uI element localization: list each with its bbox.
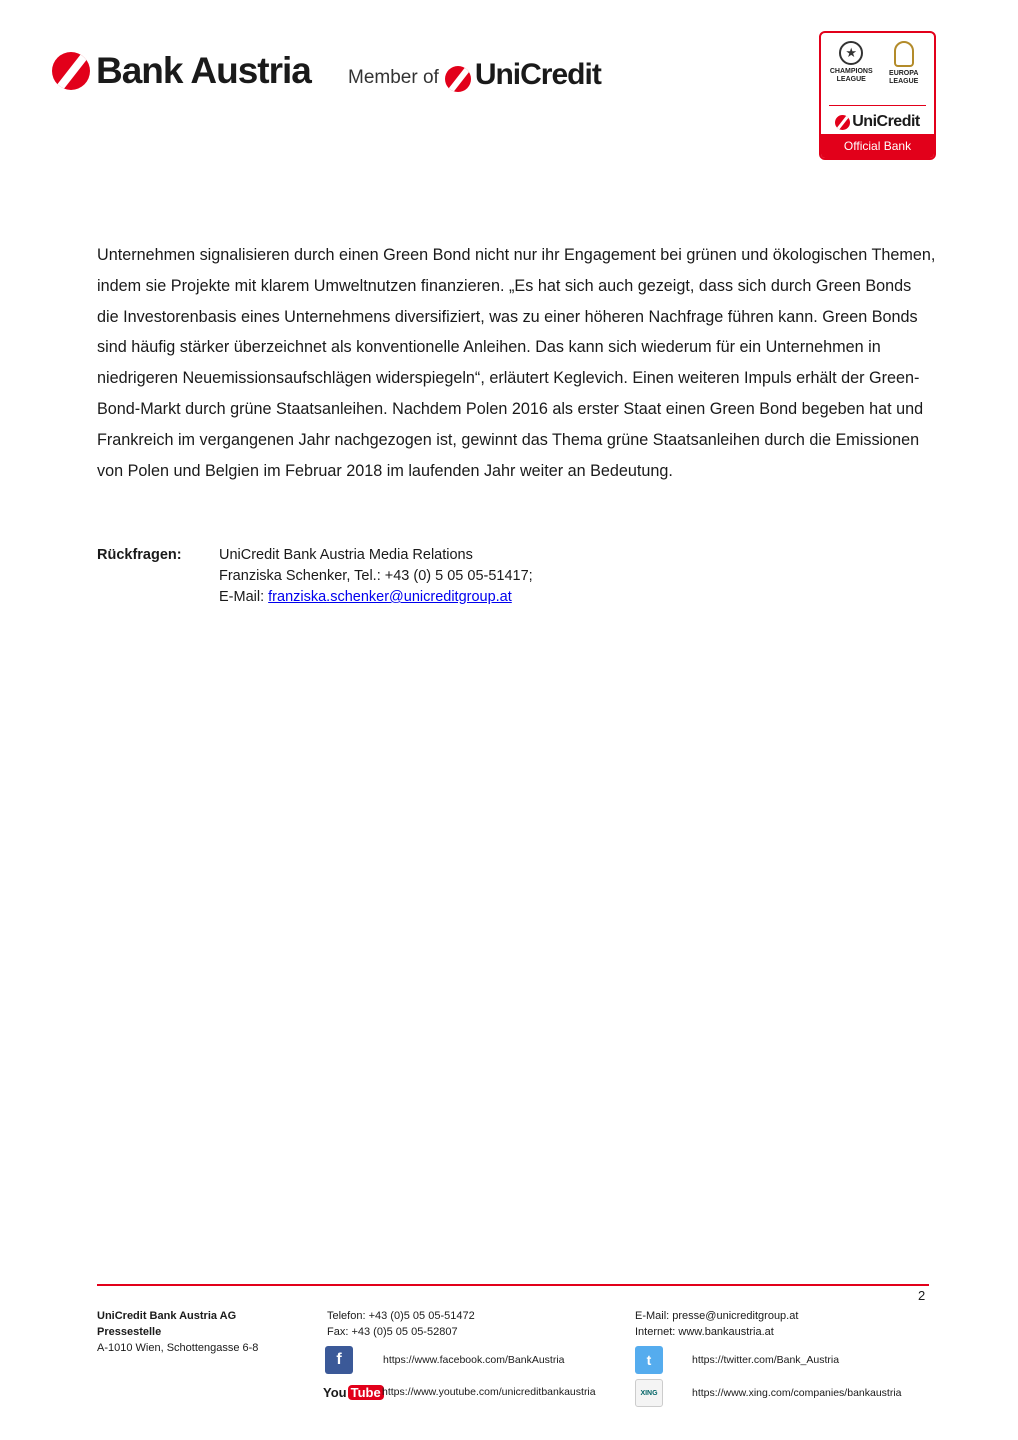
contact-email-link[interactable]: franziska.schenker@unicreditgroup.at: [268, 589, 512, 605]
champions-league-label: CHAMPIONS LEAGUE: [829, 68, 873, 83]
official-bank-badge: [819, 31, 936, 160]
contact-label: Rückfragen:: [97, 547, 182, 563]
unicredit-mark-icon: [52, 52, 90, 90]
badge-footer: Official Bank: [821, 134, 934, 158]
youtube-row[interactable]: [323, 1381, 596, 1403]
brand-name: Bank Austria: [96, 50, 311, 91]
facebook-link[interactable]: https://www.facebook.com/BankAustria: [383, 1354, 565, 1366]
youtube-icon: You Tube: [323, 1381, 371, 1403]
xing-icon: XING: [635, 1379, 663, 1407]
member-label: Member of: [348, 67, 439, 88]
europa-league-trophy-icon: [894, 41, 914, 67]
champions-league-starball-icon: ★: [839, 41, 863, 65]
twitter-link[interactable]: https://twitter.com/Bank_Austria: [692, 1354, 840, 1366]
footer-email: E-Mail: presse@unicreditgroup.at: [635, 1310, 799, 1322]
contact-line-2: Franziska Schenker, Tel.: +43 (0) 5 05 05-51417;: [219, 568, 533, 584]
xing-link[interactable]: https://www.xing.com/companies/bankaustria: [692, 1387, 902, 1399]
unicredit-mark-icon: [835, 115, 850, 130]
body-paragraph: Unternehmen signalisieren durch einen Green Bond nicht nur ihr Engagement bei grünen und ökologischen Themen, indem sie Projekte mit klarem Umweltnutzen finanzieren. „Es hat sich auch gezeigt, dass sich durch Green Bonds die Investorenbasis eines Unternehmens diversifiziert, was zu einer höheren Nachfrage führen kann. Green Bonds sind häufig stärker überzeichnet als konventionelle Anleihen. Das kann sich wiederum für ein Unternehmen in niedrigeren Neuemissionsaufschlägen widerspiegeln“, erläutert Keglevich. Einen weiteren Impuls erhält der Green-Bond-Markt durch grüne Staatsanleihen. Nachdem Polen 2016 als erster Staat einen Green Bond begeben hat und Frankreich im vergangenen Jahr nachgezogen ist, gewinnt das Thema grüne Staatsanleihen durch die Emissionen von Polen und Belgien im Februar 2018 im laufenden Jahr weiter an Bedeutung.: [97, 246, 936, 480]
footer-internet: Internet: www.bankaustria.at: [635, 1326, 774, 1338]
parent-brand: UniCredit: [474, 58, 601, 91]
contact-line-1: UniCredit Bank Austria Media Relations: [219, 547, 473, 563]
contact-email-prefix: E-Mail:: [219, 589, 269, 605]
footer-divider: [97, 1284, 929, 1286]
page-number: 2: [918, 1288, 926, 1303]
badge-brand: UniCredit: [852, 113, 920, 130]
badge-divider: [829, 105, 926, 106]
europa-league-label: EUROPA LEAGUE: [889, 70, 919, 85]
bank-austria-logo: [52, 50, 311, 92]
twitter-row[interactable]: [635, 1346, 839, 1374]
footer-company-block: [97, 1308, 258, 1356]
contact-email-line: [219, 587, 533, 608]
footer-fax: Fax: +43 (0)5 05 05-52807: [327, 1326, 458, 1338]
unicredit-mark-icon: [445, 66, 471, 92]
footer-phone: Telefon: +43 (0)5 05 05-51472: [327, 1310, 475, 1322]
member-of-unicredit: [348, 58, 601, 92]
facebook-row[interactable]: [325, 1346, 565, 1374]
xing-row[interactable]: [635, 1379, 902, 1407]
footer-address: A-1010 Wien, Schottengasse 6-8: [97, 1342, 259, 1354]
footer-company: UniCredit Bank Austria AG: [97, 1310, 237, 1322]
twitter-icon: t: [635, 1346, 663, 1374]
footer-phone-block: [327, 1308, 475, 1340]
footer-contact-block: [635, 1308, 798, 1340]
youtube-link[interactable]: https://www.youtube.com/unicreditbankaustria: [382, 1386, 596, 1398]
footer-department: Pressestelle: [97, 1326, 162, 1338]
facebook-icon: f: [325, 1346, 353, 1374]
